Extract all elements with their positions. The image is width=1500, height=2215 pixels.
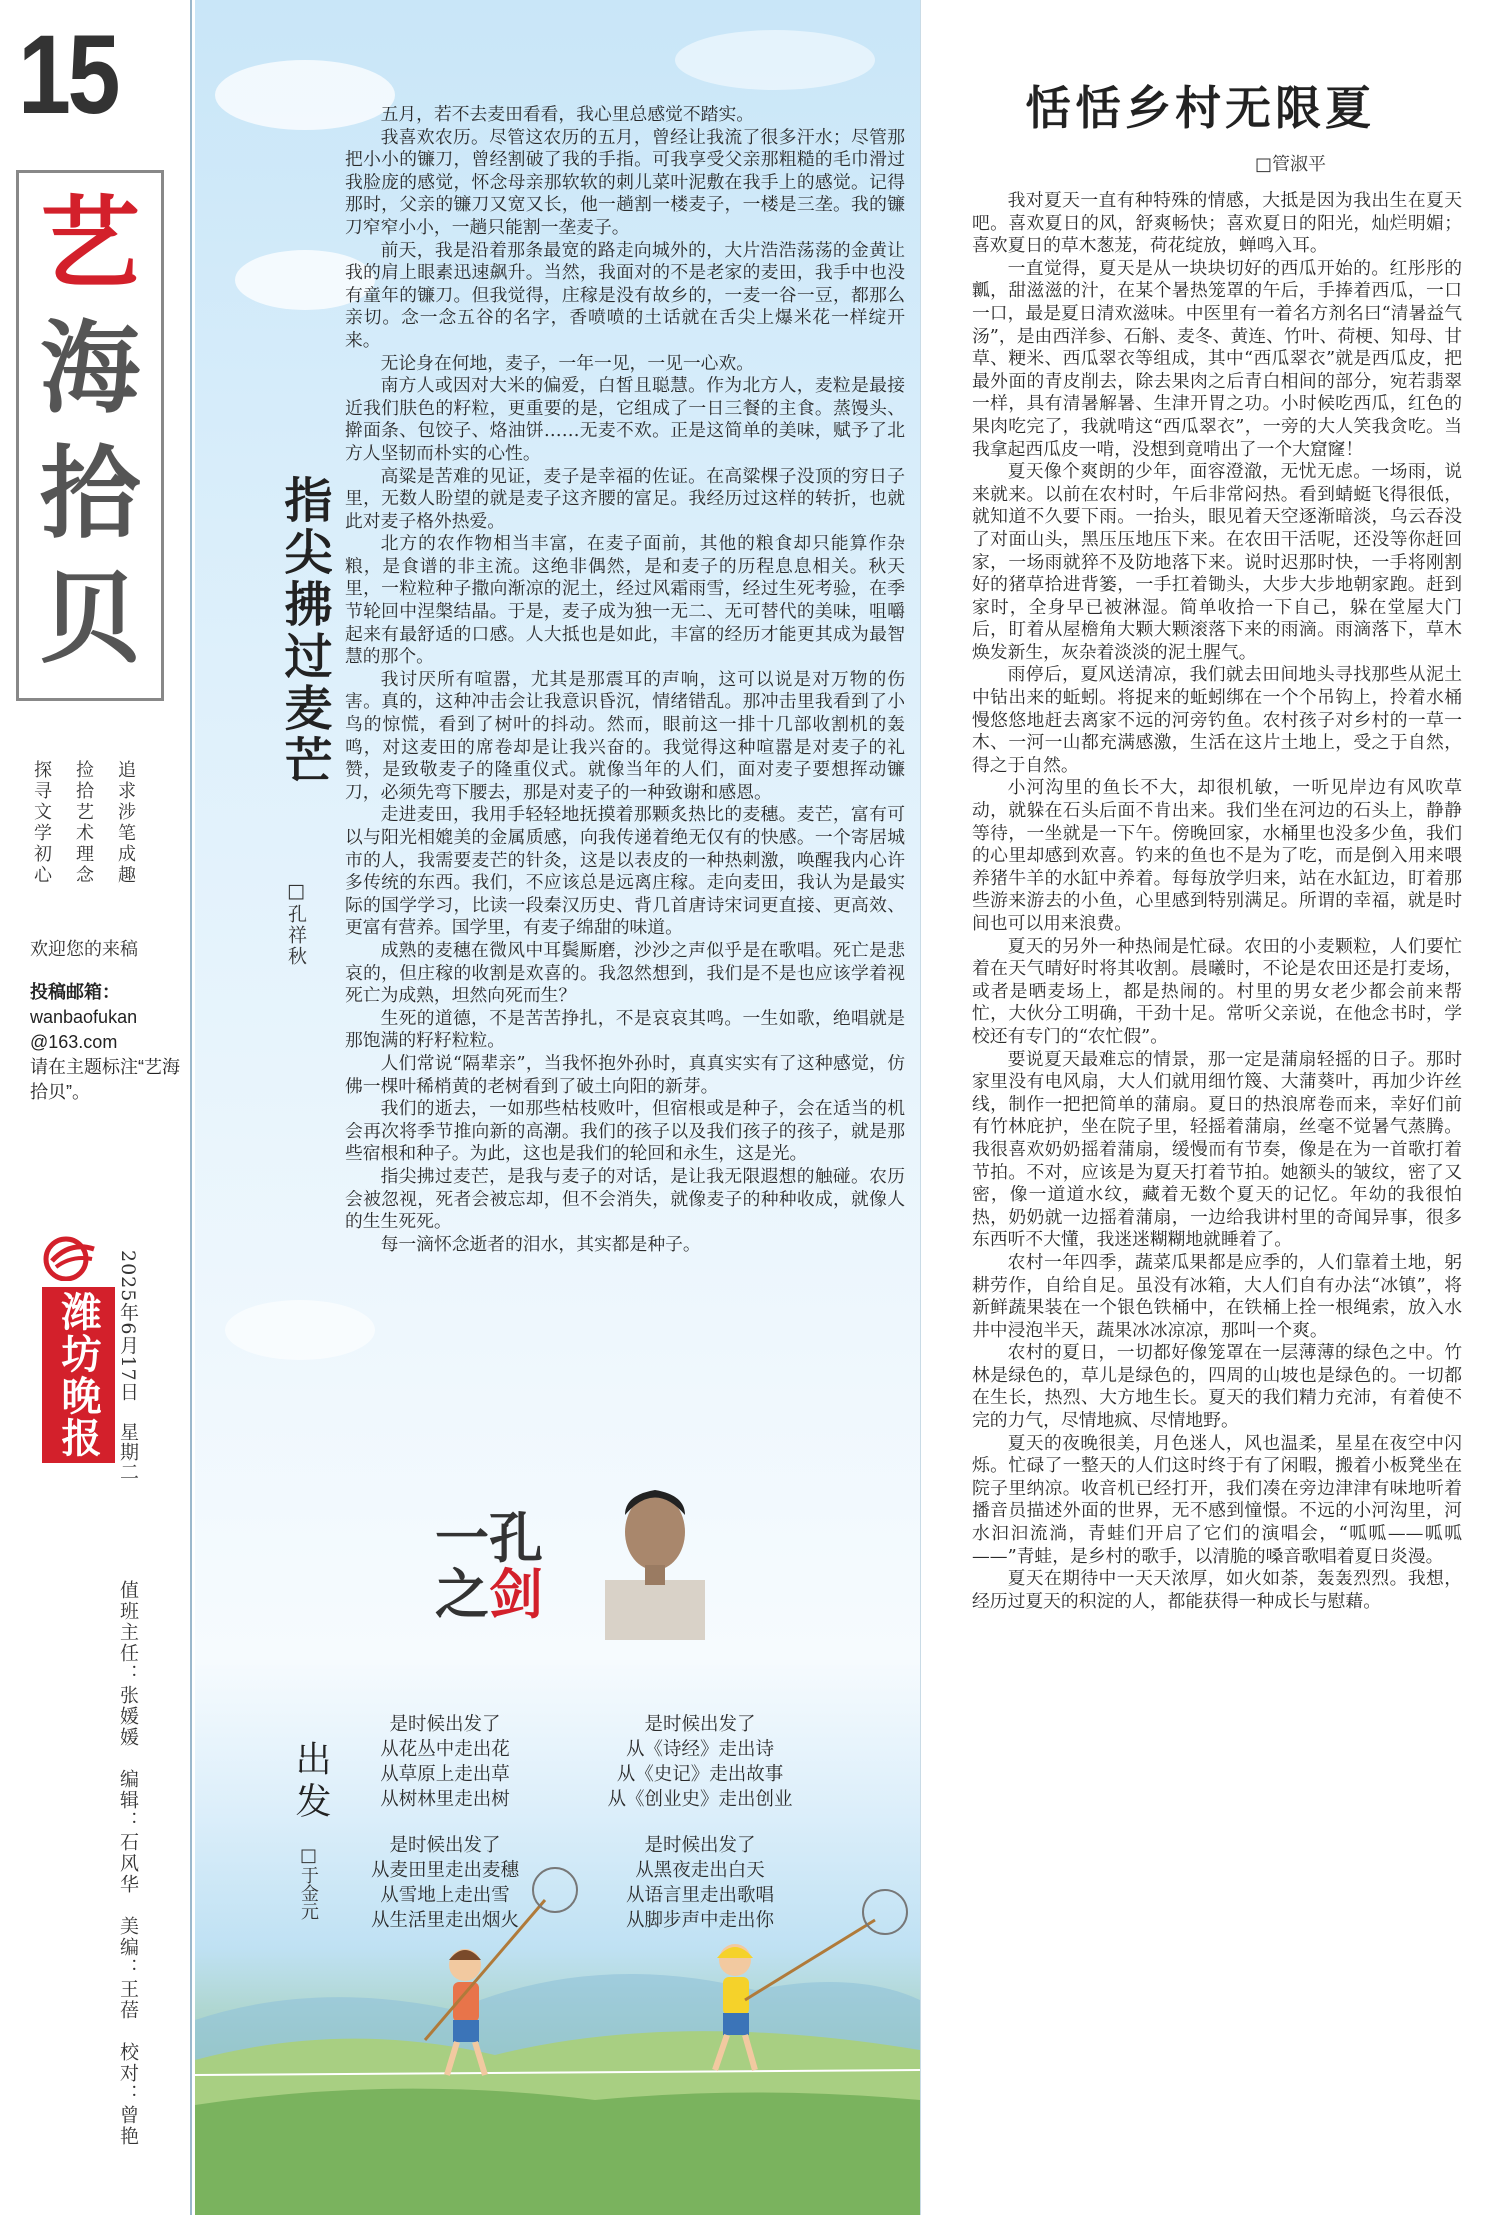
- email-label: 投稿邮箱：: [30, 982, 120, 1002]
- article-paragraph: 成熟的麦穗在微风中耳鬓厮磨，沙沙之声似乎是在歌唱。死亡是悲哀的，但庄稼的收割是欢喜的。我忽然想到，我们是不是也应该学着视死亡为成熟，坦然向死而生？: [345, 939, 905, 1007]
- article-paragraph: 夏天在期待中一天天浓厚，如火如荼，轰轰烈烈。我想，经历过夏天的积淀的人，都能获得一种成长与慰藉。: [972, 1568, 1462, 1612]
- article-paragraph: 农村的夏日，一切都好像笼罩在一层薄薄的绿色之中。竹林是绿色的，草儿是绿色的，四周的山坡也是绿色的。一切都在生长，热烈、大方地生长。夏天的我们精力充沛，有着使不完的力气，尽情地疯、尽情地野。: [972, 1342, 1462, 1432]
- article-paragraph: 每一滴怀念逝者的泪水，其实都是种子。: [380, 1233, 701, 1255]
- article-paragraph: 走进麦田，我用手轻轻地抚摸着那颗炙热比的麦穗。麦芒，富有可以与阳光相媲美的金属质感，向我传递着绝无仅有的快感。一个寄居城市的人，我需要麦芒的针灸，这是以表皮的一种热刺激，唤醒我内心许多传统的东西。我们，不应该总是远离庄稼。走向麦田，我认为是最实际的国学学习，比读一段秦汉历史、背几首唐诗宋词更直接、更高效、更富有营养。国学里，有麦子绵甜的味道。: [345, 804, 905, 939]
- article-paragraph: 雨停后，夏风送清凉，我们就去田间地头寻找那些从泥土中钻出来的蚯蚓。将捉来的蚯蚓绑在一个个吊钩上，拎着水桶慢悠悠地赶去离家不远的河旁钓鱼。农村孩子对乡村的一草一木、一河一山都充满感激，生活在这片土地上，受之于自然，得之于自然。: [972, 664, 1462, 776]
- poem-title: 出发: [290, 1740, 331, 1824]
- article-paragraph: 无论身在何地，麦子，一年一见，一见一心欢。: [380, 352, 755, 374]
- submission-info: [30, 980, 180, 1105]
- masthead: [0, 0, 190, 2215]
- section-char-3: 拾: [40, 434, 140, 552]
- signature-char: 剑: [489, 1562, 543, 1626]
- signature-line: [435, 1562, 543, 1626]
- author-portrait: [435, 1470, 725, 1640]
- newspaper-logo: [42, 1235, 102, 1463]
- article-body: [345, 104, 905, 1256]
- email-note: 请在主题标注“艺海拾贝”。: [30, 1057, 180, 1102]
- article-paragraph: 我们的逝去，一如那些枯枝败叶，但宿根或是种子，会在适当的机会再次将季节推向新的高潮。我们的孩子以及我们孩子的孩子，就是那些宿根和种子。为此，这也是我们的轮回和永生，这是光。: [345, 1098, 905, 1165]
- poem-line: 从生活里走出烟火: [370, 1910, 519, 1931]
- article-paragraph: 夏天像个爽朗的少年，面容澄澈，无忧无虑。一场雨，说来就来。以前在农村时，午后非常闷热。看到蜻蜓飞得很低，就知道不久要下雨。一抬头，眼见着天空逐渐暗淡，乌云吞没了对面山头，黑压压地压下来。在农田干活呢，还没等你赶回家，一场雨就猝不及防地落下来。说时迟那时快，一手将刚割好的猪草拾进背篓，一手扛着锄头，大步大步地朝家跑。赶到家时，全身早已被淋湿。简单收拾一下自己，躲在堂屋大门后，盯着从屋檐角大颗大颗滚落下来的雨滴。雨滴落下，草木焕发新生，灰杂着淡淡的泥土腥气。: [972, 461, 1462, 663]
- cloud-decoration: [675, 30, 875, 90]
- column-divider: [920, 0, 921, 2215]
- article-paragraph: 一直觉得，夏天是从一块块切好的西瓜开始的。红彤彤的瓤，甜滋滋的汁，在某个暑热笼罩的午后，手捧着西瓜，一口一口，最是夏日清欢滋味。中医里有一着名方剂名曰“清暑益气汤”，是由西洋参、石斛、麦冬、黄连、竹叶、荷梗、知母、甘草、粳米、西瓜翠衣等组成，其中“西瓜翠衣”就是西瓜皮，把最外面的青皮削去，除去果肉之后青白相间的部分，宛若翡翠一样，具有清暑解暑、生津开胃之功。小时候吃西瓜，红色的果肉吃完了，我就啃这“西瓜翠衣”，一旁的大人笑我贪吃。当我拿起西瓜皮一啃，没想到竟啃出了一个大窟窿！: [972, 257, 1462, 460]
- poem-line: 从《诗经》走出诗: [625, 1739, 774, 1760]
- article-paragraph: 夏天的另外一种热闹是忙碌。农田的小麦颗粒，人们要忙着在天气晴好时将其收割。晨曦时，不论是农田还是打麦场，或者是晒麦场上，都是热闹的。村里的男女老少都会前来帮忙，大伙分工明确，干劲十足。常听父亲说，在他念书时，学校还有专门的“农忙假”。: [972, 935, 1462, 1047]
- poem-line: 从花丛中走出花: [380, 1739, 510, 1760]
- article-paragraph: 农村一年四季，蔬菜瓜果都是应季的，人们靠着土地，躬耕劳作，自给自足。虽没有冰箱，大人们自有办法“冰镇”，将新鲜蔬果装在一个银色铁桶中，在铁桶上拴一根绳索，放入水井中浸泡半天，蔬果冰冰凉凉，那叫一个爽。: [972, 1251, 1462, 1341]
- signature-line: 一孔: [435, 1506, 543, 1570]
- poem-line: 从《创业史》走出创业: [607, 1789, 793, 1810]
- poem-line: 从黑夜走出白天: [635, 1860, 765, 1881]
- page-number: 15: [18, 12, 118, 137]
- email-user: wanbaofukan: [30, 1007, 138, 1027]
- article-title: 指尖拂过麦芒: [276, 475, 332, 787]
- poem-line: 是时候出发了: [644, 1835, 756, 1856]
- article-paragraph: 前天，我是沿着那条最宽的路走向城外的，大片浩浩荡荡的金黄让我的肩上眼素迅速飙升。当然，我面对的不是老家的麦田，我手中也没有童年的镰刀。但我觉得，庄稼是没有故乡的，一麦一谷一豆，都那么亲切。念一念五谷的名字，香喷喷的土话就在舌尖上爆米花一样绽开来。: [345, 239, 905, 351]
- poem-author: □于金元: [298, 1845, 319, 1920]
- article-paragraph: 我喜欢农历。尽管这农历的五月，曾经让我流了很多汗水；尽管那把小小的镰刀，曾经割破了我的手指。可我享受父亲那粗糙的毛巾滑过我脸庞的感觉，怀念母亲那软软的刺儿菜叶泥敷在我手上的感觉。记得那时，父亲的镰刀又宽又长，他一趟割一楼麦子，一楼是三垄。我的镰刀窄窄小小，一趟只能割一垄麦子。: [345, 126, 905, 238]
- section-char-1: 艺: [40, 184, 140, 302]
- poem-line: 从《史记》走出故事: [616, 1764, 784, 1785]
- portrait-signature: [435, 1506, 543, 1626]
- article-author: □管淑平: [1255, 154, 1327, 175]
- article-paragraph: 我讨厌所有喧嚣，尤其是那震耳的声响，这可以说是对万物的伤害。真的，这种冲击会让我意识昏沉，情绪错乱。那冲击里我看到了小鸟的惊慌，看到了树叶的抖动。然而，眼前这一排十几部收割机的轰鸣，对这麦田的席卷却是让我兴奋的。我觉得这种喧嚣是对麦子的礼赞，是致敬麦子的隆重仪式。就像当年的人们，面对麦子要想挥动镰刀，必须先弯下腰去，那是对麦子的一种致谢和感恩。: [345, 668, 905, 803]
- poem-line: 从雪地上走出雪: [380, 1885, 510, 1906]
- poem-line: 是时候出发了: [644, 1714, 756, 1735]
- column-divider: [190, 0, 192, 2215]
- poem-line: 从脚步声中走出你: [625, 1910, 774, 1931]
- newspaper-name: 潍坊晚报: [42, 1287, 115, 1463]
- article-paragraph: 要说夏天最难忘的情景，那一定是蒲扇轻摇的日子。那时家里没有电风扇，大人们就用细竹篾、大蒲葵叶，再加少许丝线，制作一把把简单的蒲扇。夏日的热浪席卷而来，幸好们前有竹林庇护，坐在院子里，轻摇着蒲扇，丝毫不觉暑气蒸腾。我很喜欢奶奶摇着蒲扇，缓慢而有节奏，像是在为一首歌打着节拍。不对，应该是为夏天打着节拍。她额头的皱纹，密了又密，像一道道水纹，藏着无数个夏天的记忆。年幼的我很怕热，奶奶就一边摇着蒲扇，一边给我讲村里的奇闻异事，很多东西听不大懂，我迷迷糊糊地就睡着了。: [972, 1048, 1462, 1251]
- article-paragraph: 北方的农作物相当丰富，在麦子面前，其他的粮食却只能算作杂粮，是食谱的非主流。这绝非偶然，是和麦子的历程息息相关。秋天里，一粒粒种子撒向渐凉的泥土，经过风霜雨雪，经过生死考验，在季节轮回中涅槃结晶。于是，麦子成为独一无二、无可替代的美味，咀嚼起来有最舒适的口感。人大抵也是如此，丰富的经历才能更其成为最智慧的那个。: [345, 533, 905, 668]
- section-title-box: [16, 170, 164, 701]
- article-title: 恬恬乡村无限夏: [1025, 81, 1375, 135]
- poem-line: 是时候出发了: [389, 1714, 501, 1735]
- poem-line: 从草原上走出草: [380, 1764, 510, 1785]
- poem-line: 从语言里走出歌唱: [625, 1885, 774, 1906]
- article-paragraph: 夏天的夜晚很美，月色迷人，风也温柔，星星在夜空中闪烁。忙碌了一整天的人们这时终于有了闲暇，搬着小板凳坐在院子里纳凉。收音机已经打开，我们凑在旁边津津有味地听着播音员描述外面的世界，无不感到憧憬。不远的小河沟里，河水汩汩流淌，青蛙们开启了它们的演唱会，“呱呱——呱呱——”青蛙，是乡村的歌手，以清脆的嗓音歌唱着夏日炎漫。: [972, 1432, 1462, 1567]
- email-domain: @163.com: [30, 1032, 118, 1052]
- issue-date: 2025年6月17日 星期二: [117, 1250, 139, 1482]
- section-char-2: 海: [40, 309, 140, 427]
- poem-stanza: [330, 1712, 560, 1812]
- slogan-line: 捡拾艺术理念: [73, 760, 94, 886]
- portrait-photo: [595, 1470, 715, 1640]
- section-char-4: 贝: [40, 559, 140, 677]
- middle-panel: [195, 0, 920, 2215]
- logo-mark-icon: [42, 1235, 98, 1281]
- slogan-line: 探寻文学初心: [31, 760, 52, 886]
- poem-line: 从树林里走出树: [380, 1789, 510, 1810]
- poem-line: 从麦田里走出麦穗: [370, 1860, 519, 1881]
- section-slogan: [28, 760, 138, 910]
- welcome-text: 欢迎您的来稿: [30, 939, 138, 960]
- staff-credits: 值班主任：张媛媛 编辑：石风华 美编：王蓓 校对：曾艳: [117, 1580, 139, 2147]
- article-paragraph: 南方人或因对大米的偏爱，白皙且聪慧。作为北方人，麦粒是最接近我们肤色的籽粒，更重要的是，它组成了一日三餐的主食。蒸馒头、擀面条、包饺子、烙油饼……无麦不欢。正是这简单的美味，赋予了北方人坚韧而朴实的心性。: [345, 375, 905, 464]
- meadow-illustration: [195, 1860, 920, 2215]
- article-paragraph: 五月，若不去麦田看看，我心里总感觉不踏实。: [380, 104, 755, 125]
- article-paragraph: 指尖拂过麦芒，是我与麦子的对话，是让我无限遐想的触碰。农历会被忽视，死者会被忘却，但不会消失，就像麦子的种种收成，就像人的生生死死。: [345, 1165, 905, 1233]
- cloud-decoration: [225, 1300, 375, 1360]
- slogan-line: 追求涉笔成趣: [115, 760, 136, 886]
- article-paragraph: 小河沟里的鱼长不大，却很机敏，一听见岸边有风吹草动，就躲在石头后面不肯出来。我们坐在河边的石头上，静静等待，一坐就是一下午。傍晚回家，水桶里也没多少鱼，我们的心里却感到欢喜。钓来的鱼也不是为了吃，而是倒入用来喂养猪牛羊的水缸中养着。每每放学归来，站在水缸边，盯着那些游来游去的小鱼，心里感到特别满足。所谓的幸福，就是时间也可以用来浪费。: [972, 777, 1462, 934]
- poem-line: 是时候出发了: [389, 1835, 501, 1856]
- article-author: □孔祥秋: [285, 880, 307, 967]
- article-paragraph: 人们常说“隔辈亲”，当我怀抱外孙时，真真实实有了这种感觉，仿佛一棵叶稀梢黄的老树看到了破土向阳的新芽。: [345, 1052, 905, 1097]
- article-body: [972, 190, 1462, 1613]
- article-paragraph: 高粱是苦难的见证，麦子是幸福的佐证。在高粱棵子没顶的穷日子里，无数人盼望的就是麦子这齐腰的富足。我经历过这样的转折，也就此对麦子格外热爱。: [345, 465, 905, 532]
- poem-stanza: [585, 1712, 815, 1812]
- signature-char: 之: [435, 1562, 489, 1626]
- article-paragraph: 生死的道德，不是苦苦挣扎，不是哀哀其鸣。一生如歌，绝唱就是那饱满的籽籽粒粒。: [345, 1007, 905, 1052]
- article-paragraph: 我对夏天一直有种特殊的情感，大抵是因为我出生在夏天吧。喜欢夏日的风，舒爽畅快；喜欢夏日的阳光，灿烂明媚；喜欢夏日的草木葱茏，荷花绽放，蝉鸣入耳。: [972, 190, 1462, 257]
